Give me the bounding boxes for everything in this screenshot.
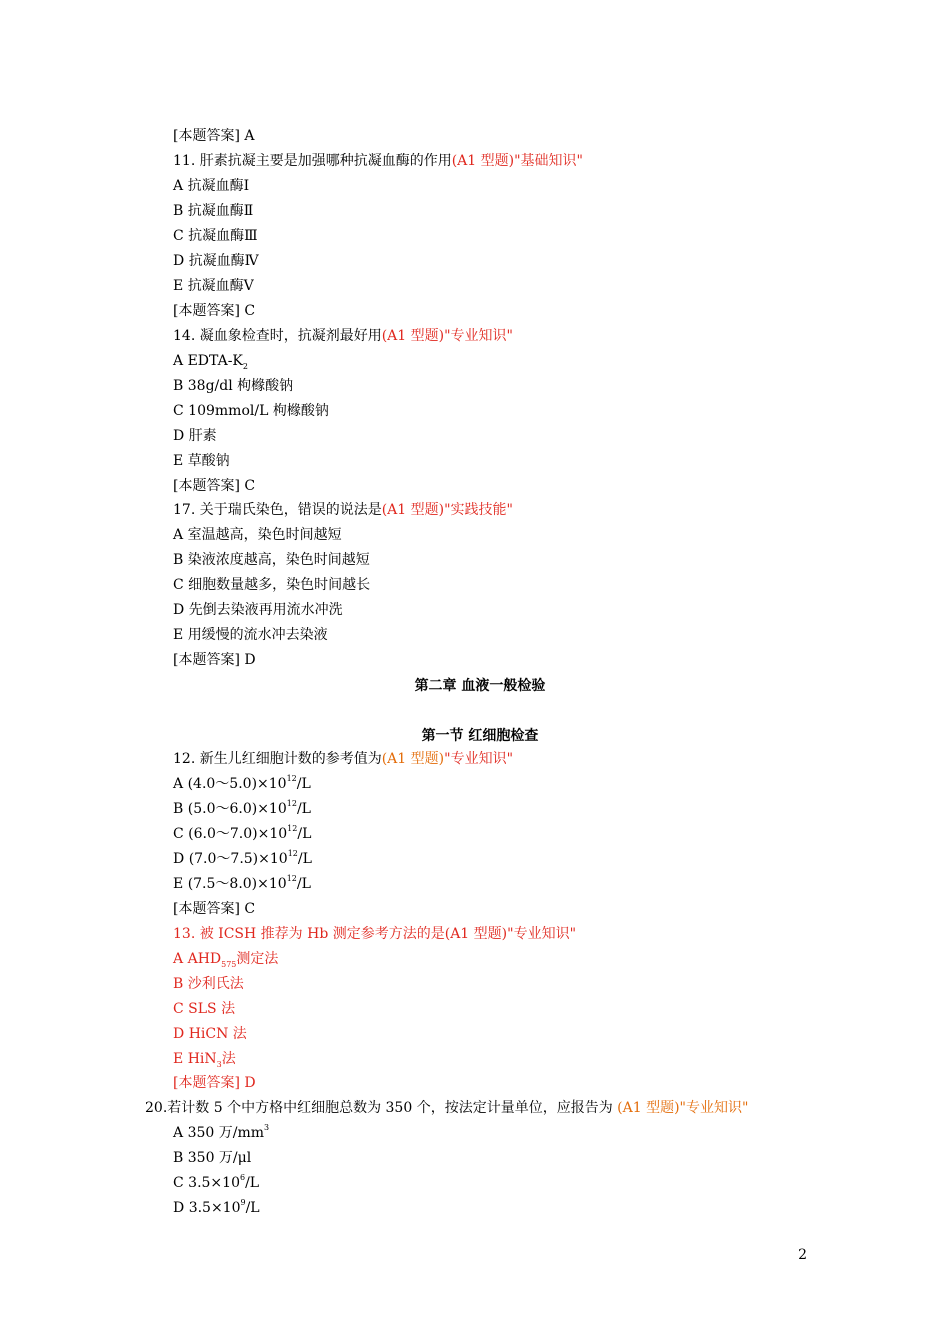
option-a: A 室温越高，染色时间越短 bbox=[173, 527, 342, 543]
option-d: D HiCN 法 bbox=[173, 1026, 247, 1042]
answer-line: [本题答案] D bbox=[173, 1075, 256, 1091]
option-e: E 草酸钠 bbox=[173, 453, 230, 469]
option-c: C 109mmol/L 枸橼酸钠 bbox=[173, 403, 329, 419]
question-tag: (A1 型题)"专业知识" bbox=[617, 1100, 749, 1116]
question-17: 17. 关于瑞氏染色，错误的说法是(A1 型题)"实践技能" bbox=[173, 502, 513, 518]
option-d: D 抗凝血酶Ⅳ bbox=[173, 253, 259, 269]
option-e: E 抗凝血酶Ⅴ bbox=[173, 278, 254, 294]
option-b: B 沙利氏法 bbox=[173, 976, 244, 992]
question-tag-type: (A1 型题) bbox=[381, 751, 445, 767]
question-13: 13. 被 ICSH 推荐为 Hb 测定参考方法的是(A1 型题)"专业知识" bbox=[173, 926, 577, 942]
option-c: C $3.5\times 10^6/L$ bbox=[173, 1173, 260, 1191]
question-14: 14. 凝血象检查时，抗凝剂最好用(A1 型题)"专业知识" bbox=[173, 328, 513, 344]
option-a: A 350 万$/mm^3$ bbox=[173, 1123, 270, 1141]
option-b: B $(5.0\sim 6.0)\times 10^{12}/L$ bbox=[173, 799, 311, 817]
option-a: A $(4.0\sim 5.0)\times 10^{12}/L$ bbox=[173, 774, 311, 792]
chapter-heading: 第二章 血液一般检验 bbox=[414, 678, 546, 694]
option-c: C 细胞数量越多，染色时间越长 bbox=[173, 577, 371, 593]
option-c: C 抗凝血酶Ⅲ bbox=[173, 228, 258, 244]
option-c: C SLS 法 bbox=[173, 1001, 236, 1017]
section-heading: 第一节 红细胞检查 bbox=[421, 728, 539, 744]
answer-line: [本题答案] D bbox=[173, 652, 256, 668]
question-tag: (A1 型题)"实践技能" bbox=[381, 502, 513, 518]
question-11: 11. 肝素抗凝主要是加强哪种抗凝血酶的作用(A1 型题)"基础知识" bbox=[173, 153, 583, 169]
option-d: D $3.5\times 10^9/L$ bbox=[173, 1198, 260, 1216]
question-tag: (A1 型题)"基础知识" bbox=[451, 153, 583, 169]
option-c: C $(6.0\sim 7.0)\times 10^{12}/L$ bbox=[173, 824, 312, 842]
answer-line: [本题答案] C bbox=[173, 478, 256, 494]
option-b: B 抗凝血酶Ⅱ bbox=[173, 203, 254, 219]
option-d: D 先倒去染液再用流水冲洗 bbox=[173, 602, 343, 618]
option-e: E $(7.5\sim 8.0)\times 10^{12}/L$ bbox=[173, 874, 311, 892]
option-d: D 肝素 bbox=[173, 428, 217, 444]
option-a: A 抗凝血酶Ⅰ bbox=[173, 178, 250, 194]
answer-line: [本题答案] C bbox=[173, 901, 256, 917]
option-a: A EDTA-$K_2$ bbox=[173, 353, 248, 371]
question-20: 20.若计数 5 个中方格中红细胞总数为 350 个，按法定计量单位，应报告为 (A1 型题)"专业知识" bbox=[145, 1100, 749, 1116]
question-tag: (A1 型题)"专业知识" bbox=[381, 328, 513, 344]
option-a: A $AHD_{575}$测定法 bbox=[173, 951, 279, 969]
option-e: E 用缓慢的流水冲去染液 bbox=[173, 627, 328, 643]
question-tag-category: "专业知识" bbox=[507, 926, 577, 942]
option-b: B 染液浓度越高，染色时间越短 bbox=[173, 552, 370, 568]
option-d: D $(7.0\sim 7.5)\times 10^{12}/L$ bbox=[173, 849, 312, 867]
page-number: 2 bbox=[798, 1247, 807, 1263]
answer-line: [本题答案] C bbox=[173, 303, 256, 319]
question-tag-type: (A1 型题) bbox=[444, 926, 508, 942]
question-12: 12. 新生儿红细胞计数的参考值为(A1 型题)"专业知识" bbox=[173, 751, 514, 767]
option-b: B 350 万/μl bbox=[173, 1150, 252, 1166]
answer-line: [本题答案] A bbox=[173, 128, 255, 144]
question-tag-category: "专业知识" bbox=[444, 751, 514, 767]
option-e: E HiN$_3$法 bbox=[173, 1051, 236, 1069]
option-b: B 38g/dl 枸橼酸钠 bbox=[173, 378, 294, 394]
